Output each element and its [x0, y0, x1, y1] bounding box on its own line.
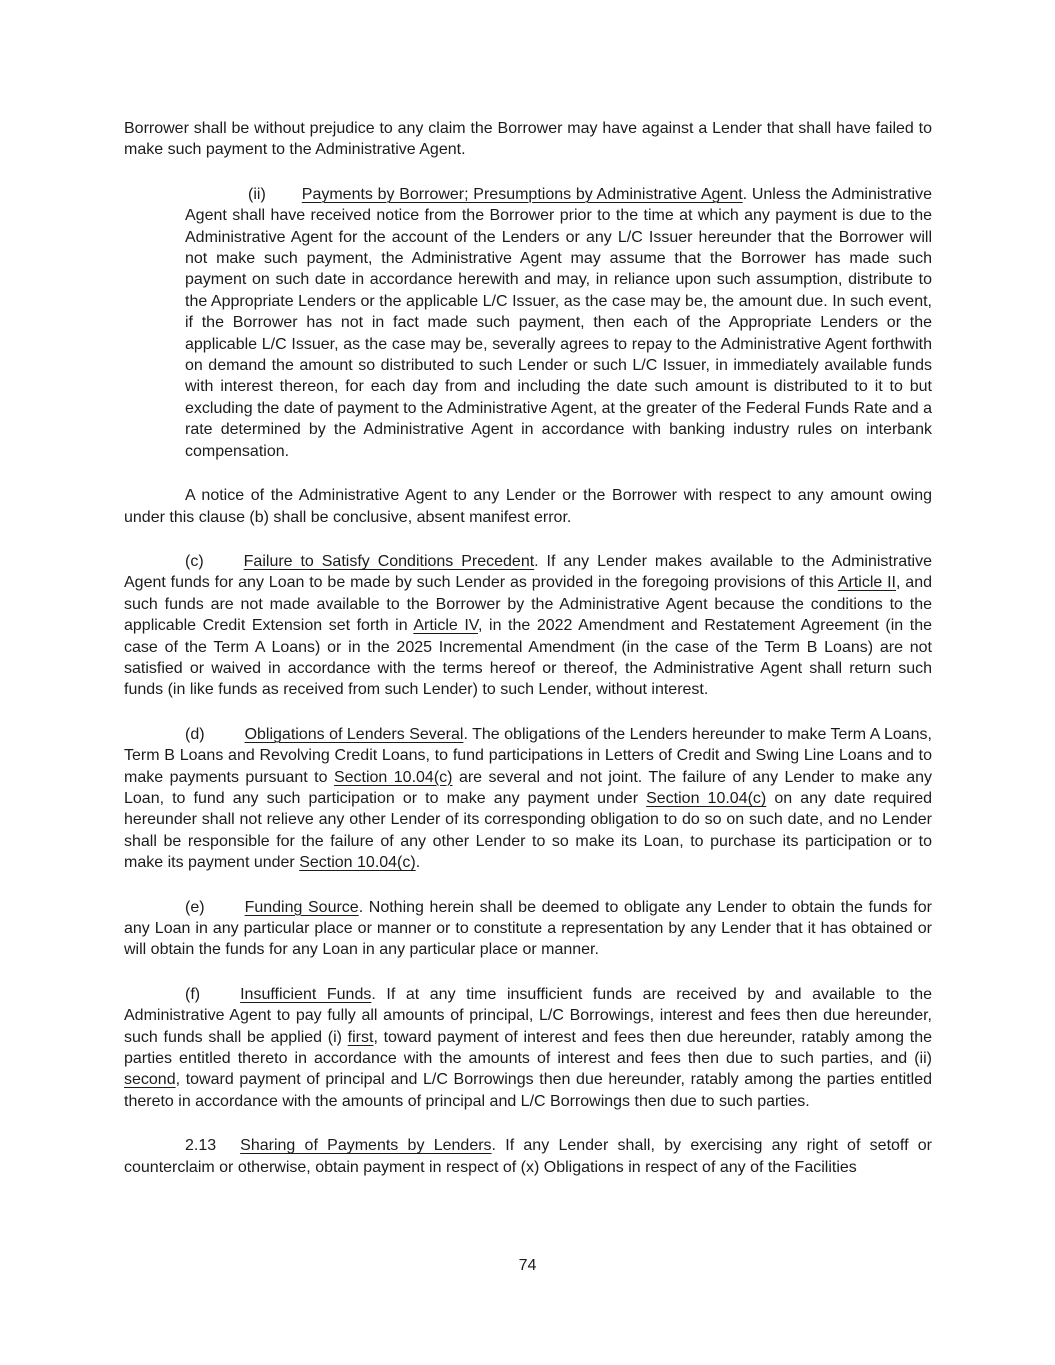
text-run: . The obligations of the Lenders hereunder to make Term A Loans, Term B Loans and Revolving Credit Loans, to fund participations in Letters of Credit and Swing Line Loans and to make payments pursuant to	[124, 725, 933, 786]
tab-space	[205, 738, 245, 739]
paragraph-label: (d)	[185, 725, 205, 743]
paragraph-label: (ii)	[248, 185, 266, 203]
paragraph-heading: Sharing of Payments by Lenders	[240, 1137, 492, 1155]
text-run: . If any Lender makes available to the Administrative Agent funds for any Loan to be made by such Lender as provided in the foregoing provisions of this	[124, 552, 932, 592]
cross-reference: Section 10.04(c)	[333, 768, 453, 786]
text-run: , toward payment of interest and fees then due hereunder, ratably among the parties entitled thereto in accordance with the amounts of interest and fees then due to such parties, and (ii)	[124, 1028, 932, 1068]
tab-space	[204, 565, 244, 566]
text-run: on any date required hereunder shall not relieve any other Lender of its corresponding obligation to do so on such date, and no Lender shall be responsible for the failure of any other Lender to so make its Loan, to purchase its participation or to make its payment under	[124, 789, 932, 872]
paragraph-continuation	[124, 118, 932, 161]
paragraph-label: (f)	[185, 985, 201, 1003]
tab-space	[216, 1149, 240, 1150]
page-number: 74	[518, 1257, 537, 1274]
paragraph-heading: Failure to Satisfy Conditions Precedent	[243, 552, 535, 570]
tab-space	[266, 198, 302, 199]
text-run: . If at any time insufficient funds are received by and available to the Administrative Agent to pay fully all amounts of principal, L/C Borrowings, interest and fees then due hereunder, such funds shall be applied (i)	[124, 985, 933, 1046]
paragraph-label: (c)	[185, 552, 204, 570]
document-body	[124, 118, 932, 1178]
paragraph-d-obligations-of-lenders	[124, 724, 932, 874]
text-run: . If any Lender shall, by exercising any right of setoff or counterclaim or otherwise, obtain payment in respect of (x) Obligations in respect of any of the Facilities	[124, 1137, 932, 1176]
cross-reference: Section 10.04(c)	[646, 789, 767, 807]
text-run: . Nothing herein shall be deemed to obligate any Lender to obtain the funds for any Loan in any particular place or manner or to constitute a representation by any Lender that it has obtained or will obtain the funds for any Loan in any particular place or manner.	[124, 898, 932, 959]
paragraph-label: 2.13	[185, 1137, 217, 1155]
paragraph-heading: Funding Source	[244, 898, 359, 916]
paragraph-label: (e)	[185, 898, 205, 916]
paragraph-heading: Obligations of Lenders Several	[244, 725, 464, 743]
paragraph-c-failure-to-satisfy	[124, 551, 932, 701]
paragraph-213-sharing-of-payments	[124, 1135, 932, 1178]
paragraph-notice	[124, 485, 932, 528]
cross-reference: Section 10.04(c)	[299, 854, 416, 872]
tab-space	[205, 911, 245, 912]
paragraph-heading: Payments by Borrower; Presumptions by Administrative Agent	[301, 185, 743, 203]
paragraph-f-insufficient-funds	[124, 984, 932, 1112]
emphasized-term: second	[124, 1071, 176, 1089]
text-run: are several and not joint. The failure of any Lender to make any Loan, to fund any such participation or to make any payment under	[124, 768, 932, 807]
text-run: , and such funds are not made available to the Borrower by the Administrative Agent because the conditions to the applicable Credit Extension set forth in	[124, 574, 933, 635]
text-run: Borrower shall be without prejudice to any claim the Borrower may have against a Lender that shall have failed to make such payment to the Administrative Agent.	[124, 120, 932, 159]
emphasized-term: first	[347, 1028, 374, 1046]
cross-reference: Article IV	[413, 617, 478, 635]
cross-reference: Article II	[837, 574, 897, 592]
paragraph-heading: Insufficient Funds	[240, 985, 372, 1003]
text-run: . Unless the Administrative Agent shall have received notice from the Borrower prior to the time at which any payment is due to the Administrative Agent for the account of the Lenders or any L/C Issuer hereunder that the Borrower will not make such payment, the Administrative Agent may assume that the Borrower has made such payment on such date in accordance herewith and may, in reliance upon such assumption, distribute to the Appropriate Lenders or the applicable L/C Issuer, as the case may be, the amount due. In such event, if the Borrower has not in fact made such payment, then each of the Appropriate Lenders or the applicable L/C Issuer, as the case may be, severally agrees to repay to the Administrative Agent forthwith on demand the amount so distributed to such Lender or such L/C Issuer, in immediately available funds with interest thereon, for each day from and including the date such amount is distributed to it to but excluding the date of payment to the Administrative Agent, at the greater of the Federal Funds Rate and a rate determined by the Administrative Agent in accordance with banking industry rules on interbank compensation.	[185, 185, 932, 460]
tab-space	[200, 998, 240, 999]
paragraph-ii-payments-by-borrower	[185, 184, 932, 462]
text-run: .	[415, 854, 421, 872]
text-run: , toward payment of principal and L/C Borrowings then due hereunder, ratably among the parties entitled thereto in accordance with the amounts of principal and L/C Borrowings then due to such parties.	[124, 1071, 932, 1110]
text-run: , in the 2022 Amendment and Restatement Agreement (in the case of the Term A Loans) or in the 2025 Incremental Amendment (in the case of the Term B Loans) are not satisfied or waived in accordance with the terms hereof or thereof, the Administrative Agent shall return such funds (in like funds as received from such Lender) to such Lender, without interest.	[124, 617, 933, 699]
text-run: A notice of the Administrative Agent to any Lender or the Borrower with respect to any amount owing under this clause (b) shall be conclusive, absent manifest error.	[124, 487, 932, 526]
paragraph-e-funding-source	[124, 897, 932, 961]
